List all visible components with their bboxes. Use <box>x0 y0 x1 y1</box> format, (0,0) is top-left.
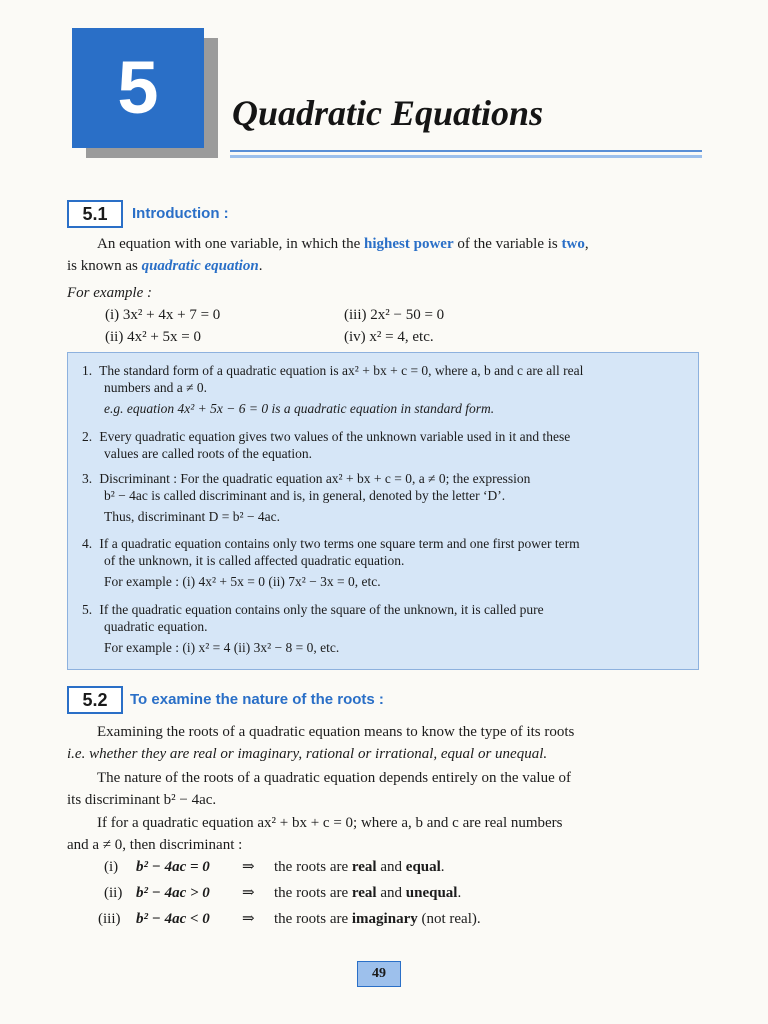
nature-paragraph <box>67 812 699 856</box>
note-item <box>82 470 687 525</box>
condition-text: and <box>376 859 406 875</box>
example-item: (ii) 4x² + 5x = 0 <box>105 329 201 345</box>
note-example: For example : (i) x² = 4 (ii) 3x² − 8 = 0, etc. <box>104 640 340 655</box>
condition-expression: b² − 4ac < 0 <box>136 911 210 927</box>
chapter-title: Quadratic Equations <box>232 93 544 133</box>
condition-row <box>104 857 445 877</box>
note-text: of the unknown, it is called affected quadratic equation. <box>104 553 405 568</box>
condition-text: . <box>457 885 462 901</box>
note-item <box>82 535 687 590</box>
condition-label: (iii) <box>98 911 121 927</box>
section-title: To examine the nature of the roots : <box>130 691 384 708</box>
chapter-title-rule <box>230 150 702 152</box>
example-item: (iii) 2x² − 50 = 0 <box>344 307 445 323</box>
condition-text: and <box>376 885 406 901</box>
note-example: e.g. equation 4x² + 5x − 6 = 0 is a quadratic equation in standard form. <box>104 401 495 416</box>
condition-expression: b² − 4ac > 0 <box>136 885 210 901</box>
section-number: 5.2 <box>67 686 123 714</box>
note-text: Every quadratic equation gives two values of the unknown variable used in it and these <box>99 429 571 444</box>
intro-highlight: two <box>561 236 585 252</box>
note-text: If a quadratic equation contains only two terms one square term and one first power term <box>99 536 580 551</box>
note-number: 1. <box>82 363 93 378</box>
section-title: Introduction : <box>132 205 229 222</box>
note-text: Discriminant : For the quadratic equation ax² + bx + c = 0, a ≠ 0; the expression <box>99 471 531 486</box>
nature-text: i.e. whether they are real or imaginary, rational or irrational, equal or unequal. <box>67 746 548 762</box>
intro-paragraph <box>67 233 699 277</box>
condition-emphasis: real <box>351 859 377 875</box>
condition-expression: b² − 4ac = 0 <box>136 859 210 875</box>
nature-text: its discriminant b² − 4ac. <box>67 792 217 808</box>
note-item <box>82 428 687 462</box>
note-number: 5. <box>82 602 93 617</box>
example-label: For example : <box>67 285 152 301</box>
note-text: quadratic equation. <box>104 619 208 634</box>
intro-text: , <box>584 236 589 252</box>
implies-arrow: ⇒ <box>242 911 255 927</box>
note-text: b² − 4ac is called discriminant and is, in general, denoted by the letter ‘D’. <box>104 488 506 503</box>
section-number: 5.1 <box>67 200 123 228</box>
condition-text: the roots are <box>274 859 352 875</box>
note-example: Thus, discriminant D = b² − 4ac. <box>104 509 280 524</box>
condition-emphasis: unequal <box>405 885 458 901</box>
intro-text: An equation with one variable, in which the <box>97 236 365 252</box>
condition-label: (i) <box>104 859 119 875</box>
note-number: 4. <box>82 536 93 551</box>
intro-text: . <box>258 258 263 274</box>
intro-text: of the variable is <box>453 236 562 252</box>
note-number: 2. <box>82 429 93 444</box>
note-text: values are called roots of the equation. <box>104 446 313 461</box>
note-text: numbers and a ≠ 0. <box>104 380 208 395</box>
page-number: 49 <box>357 961 401 987</box>
condition-row <box>98 909 481 929</box>
condition-text: (not real). <box>417 911 481 927</box>
example-item: (iv) x² = 4, etc. <box>344 329 434 345</box>
note-text: If the quadratic equation contains only the square of the unknown, it is called pure <box>99 602 544 617</box>
nature-text: Examining the roots of a quadratic equation means to know the type of its roots <box>97 724 575 740</box>
nature-text: and a ≠ 0, then discriminant : <box>67 837 243 853</box>
implies-arrow: ⇒ <box>242 885 255 901</box>
intro-highlight: highest power <box>364 236 454 252</box>
implies-arrow: ⇒ <box>242 859 255 875</box>
condition-text: the roots are <box>274 911 352 927</box>
nature-text: The nature of the roots of a quadratic equation depends entirely on the value of <box>97 770 571 786</box>
intro-term: quadratic equation <box>141 258 259 274</box>
note-number: 3. <box>82 471 93 486</box>
nature-text: If for a quadratic equation ax² + bx + c = 0; where a, b and c are real numbers <box>97 815 563 831</box>
chapter-number: 5 <box>117 46 159 129</box>
condition-text: the roots are <box>274 885 352 901</box>
nature-paragraph <box>67 767 699 811</box>
condition-text: . <box>440 859 445 875</box>
note-example: For example : (i) 4x² + 5x = 0 (ii) 7x² − 3x = 0, etc. <box>104 574 381 589</box>
intro-text: is known as <box>67 258 142 274</box>
chapter-title-rule-secondary <box>230 155 702 158</box>
condition-label: (ii) <box>104 885 123 901</box>
example-item: (i) 3x² + 4x + 7 = 0 <box>105 307 221 323</box>
condition-row <box>104 883 461 903</box>
note-item <box>82 362 687 417</box>
condition-emphasis: equal <box>405 859 441 875</box>
nature-paragraph <box>67 721 699 765</box>
note-item <box>82 601 687 656</box>
note-text: The standard form of a quadratic equation is ax² + bx + c = 0, where a, b and c are all real <box>99 363 584 378</box>
condition-emphasis: real <box>351 885 377 901</box>
condition-emphasis: imaginary <box>351 911 418 927</box>
